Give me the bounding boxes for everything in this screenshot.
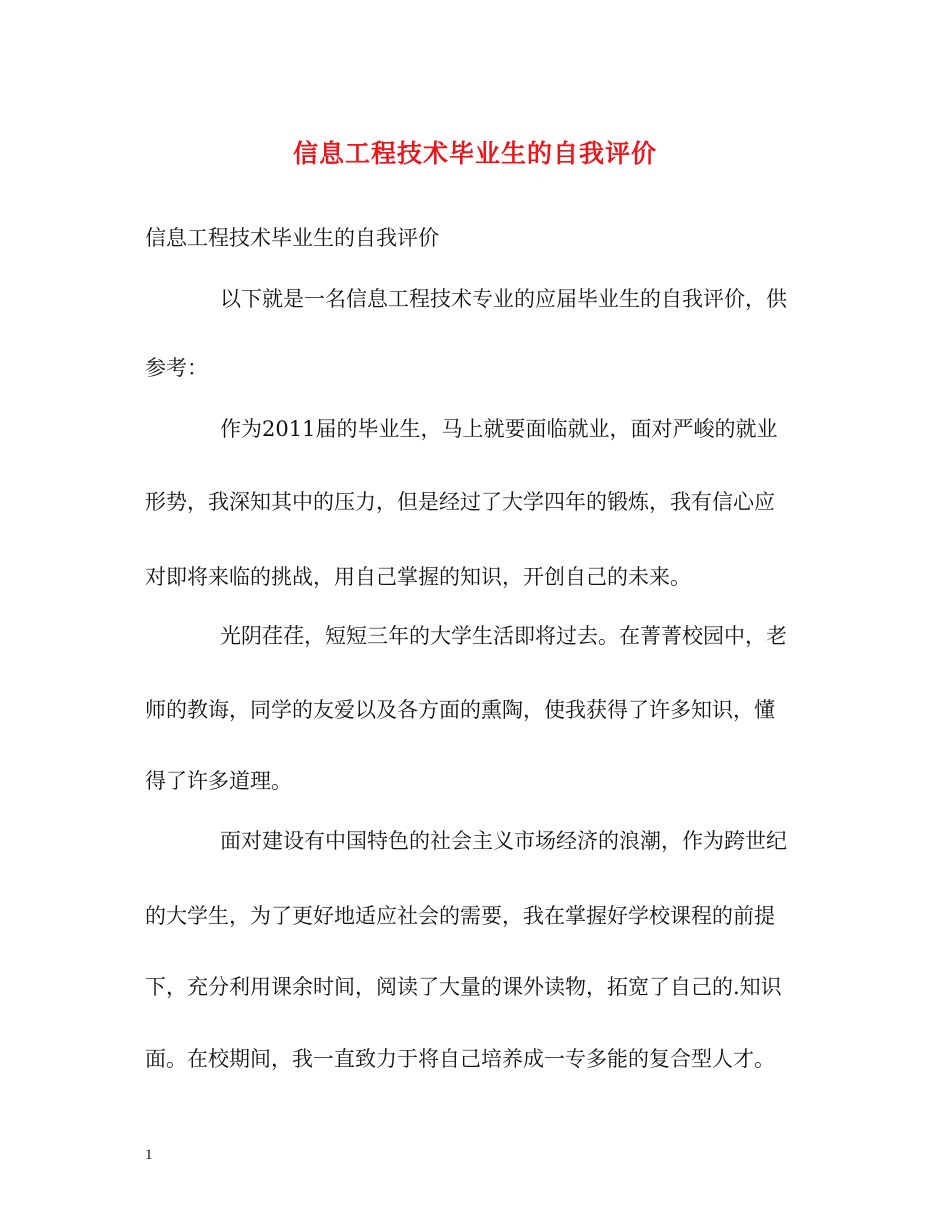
paragraph-line: 形势，我深知其中的压力，但是经过了大学四年的锻炼，我有信心应: [145, 490, 775, 514]
paragraph-line: 下，充分利用课余时间，阅读了大量的课外读物，拓宽了自己的.知识: [145, 975, 782, 999]
paragraph-line: 对即将来临的挑战，用自己掌握的知识，开创自己的未来。: [145, 565, 691, 589]
paragraph-line: 作为2011届的毕业生，马上就要面临就业，面对严峻的就业: [220, 417, 778, 441]
subtitle-line: 信息工程技术毕业生的自我评价: [145, 226, 439, 250]
paragraph-line: 得了许多道理。: [145, 769, 292, 793]
paragraph-line: 的大学生，为了更好地适应社会的需要，我在掌握好学校课程的前提: [145, 904, 775, 928]
page-number: 1: [145, 1147, 153, 1163]
paragraph-line: 面对建设有中国特色的社会主义市场经济的浪潮，作为跨世纪: [220, 829, 787, 853]
paragraph-line: 师的教诲，同学的友爱以及各方面的熏陶，使我获得了许多知识，懂: [145, 698, 775, 722]
document-title: 信息工程技术毕业生的自我评价: [292, 139, 657, 168]
paragraph-line: 参考：: [145, 356, 208, 380]
paragraph-line: 光阴荏荏，短短三年的大学生活即将过去。在菁菁校园中，老: [220, 624, 787, 648]
paragraph-line: 以下就是一名信息工程技术专业的应届毕业生的自我评价，供: [220, 287, 787, 311]
paragraph-line: 面。在校期间，我一直致力于将自己培养成一专多能的复合型人才。: [145, 1047, 775, 1071]
